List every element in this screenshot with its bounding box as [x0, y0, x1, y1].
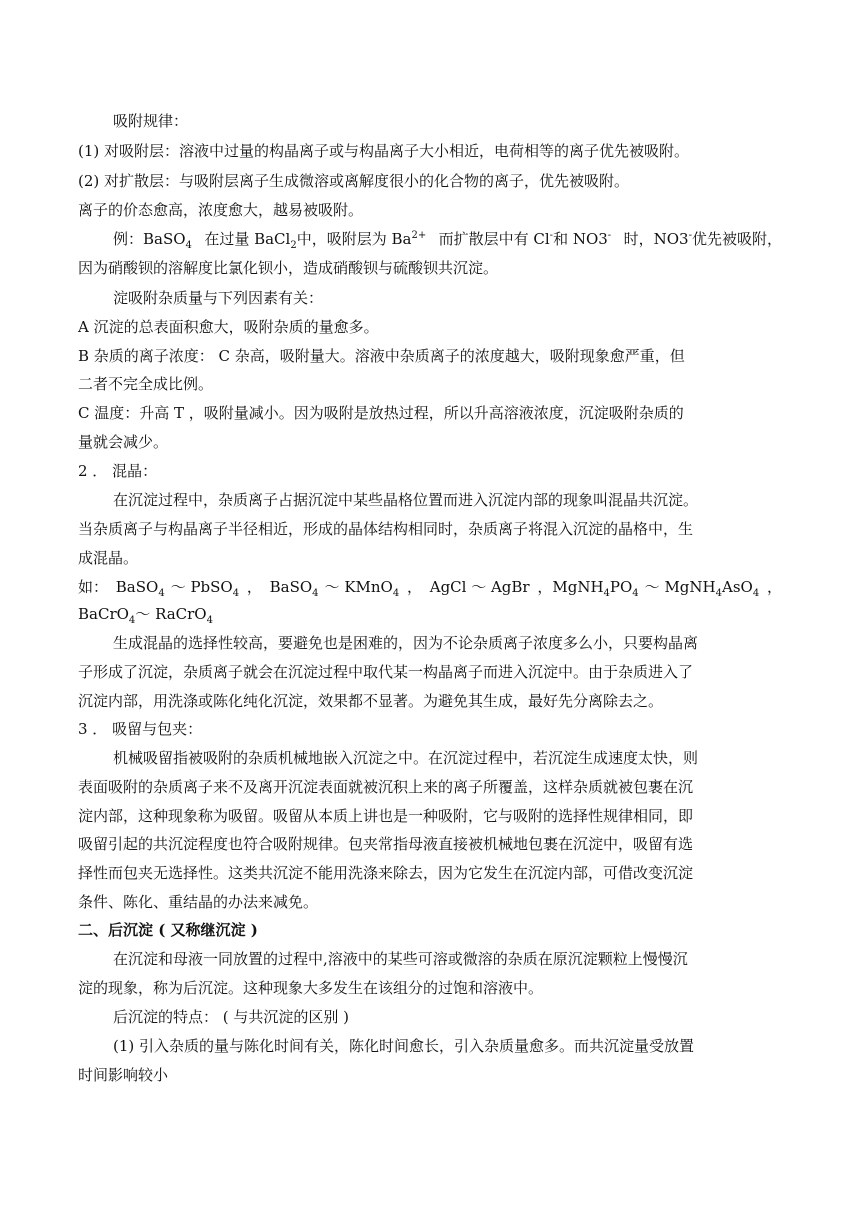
paragraph-line: 淀内部，这种现象称为吸留。吸留从本质上讲也是一种吸附，它与吸附的选择性规律相同，即 [78, 807, 694, 825]
paragraph-line: 吸留引起的共沉淀程度也符合吸附规律。包夹常指母液直接被机械地包裹在沉淀中，吸留有选 [78, 835, 694, 853]
separator: ， [406, 578, 422, 596]
example-label: 如： [78, 578, 109, 596]
list-item: B 杂质的离子浓度： C 杂高，吸附量大。溶液中杂质离子的浓度越大，吸附现象愈严重，但 [78, 347, 685, 365]
text-run: 例：BaSO$_4$ [113, 230, 192, 251]
separator: ， [246, 578, 262, 596]
paragraph-line: 离子的价态愈高，浓度愈大，越易被吸附。 [78, 201, 364, 219]
separator: ， [766, 578, 782, 596]
formula-pair: BaSO$_4$ ～ PbSO$_4$ [115, 578, 240, 599]
paragraph-line: 二者不完全成比例。 [78, 375, 214, 393]
paragraph-line: (2) 对扩散层：与吸附层离子生成微溶或离解度很小的化合物的离子，优先被吸附。 [78, 172, 630, 190]
text-run: 而扩散层中有 Cl-和 NO3- [438, 230, 612, 248]
list-item: A 沉淀的总表面积愈大，吸附杂质的量愈多。 [78, 318, 379, 336]
paragraph-line: 淀的现象，称为后沉淀。这种现象大多发生在该组分的过饱和溶液中。 [78, 979, 544, 997]
mixed-crystal-examples [78, 577, 782, 597]
paragraph-line: 子形成了沉淀，杂质离子就会在沉淀过程中取代某一构晶离子而进入沉淀中。由于杂质进入了 [78, 663, 694, 681]
text-run: 在过量 BaCl$_2$中，吸附层为 $Ba^{2+}$ [204, 230, 427, 251]
paragraph-line: 当杂质离子与构晶离子半径相近，形成的晶体结构相同时，杂质离子将混入沉淀的晶格中，生 [78, 520, 694, 538]
paragraph-line: 淀吸附杂质量与下列因素有关： [113, 289, 324, 307]
paragraph-line: 因为硝酸钡的溶解度比氯化钡小，造成硝酸钡与硫酸钡共沉淀。 [78, 259, 499, 277]
paragraph-line: 在沉淀过程中，杂质离子占据沉淀中某些晶格位置而进入沉淀内部的现象叫混晶共沉淀。 [113, 491, 699, 509]
paragraph-line: 量就会减少。 [78, 433, 169, 451]
paragraph-line: 条件、陈化、重结晶的办法来减免。 [78, 893, 319, 911]
formula-pair: BaSO$_4$ ～ KMnO$_4$ [269, 578, 400, 599]
section-heading: 2 ． 混晶： [78, 462, 158, 480]
formula-line: BaCrO$_4$～ RaCrO$_4$ [78, 605, 213, 626]
text-run: 时，NO3-优先被吸附， [623, 230, 782, 248]
example-line [113, 229, 782, 249]
paragraph-line: (1) 引入杂质的量与陈化时间有关，陈化时间愈长，引入杂质量愈多。而共沉淀量受放置 [113, 1037, 695, 1055]
section-heading: 3 ． 吸留与包夹： [78, 720, 203, 738]
paragraph-line: 后沉淀的特点： ( 与共沉淀的区别 ) [113, 1008, 350, 1026]
paragraph-line: 表面吸附的杂质离子来不及离开沉淀表面就被沉积上来的离子所覆盖，这样杂质就被包裹在沉 [78, 778, 694, 796]
paragraph-line: 成混晶。 [78, 549, 139, 567]
paragraph-line: 机械吸留指被吸附的杂质机械地嵌入沉淀之中。在沉淀过程中，若沉淀生成速度太快，则 [113, 749, 699, 767]
paragraph-line: 沉淀内部，用洗涤或陈化纯化沉淀，效果都不显著。为避免其生成，最好先分离除去之。 [78, 692, 664, 710]
paragraph-line: 生成混晶的选择性较高，要避免也是困难的，因为不论杂质离子浓度多么小，只要构晶离 [113, 634, 699, 652]
section-title: 二、后沉淀 ( 又称继沉淀 ) [78, 921, 258, 939]
paragraph-line: 时间影响较小 [78, 1066, 169, 1084]
formula-pair: ，$MgNH_4PO_4$ ～ MgNH$_4$AsO$_4$ [537, 578, 760, 599]
paragraph-line: 吸附规律： [113, 112, 189, 130]
formula-pair: AgCl ～ AgBr [429, 578, 530, 596]
list-item: C 温度：升高 T ，吸附量减小。因为吸附是放热过程，所以升高溶液浓度，沉淀吸附杂质的 [78, 404, 684, 422]
paragraph-line: (1) 对吸附层：溶液中过量的构晶离子或与构晶离子大小相近，电荷相等的离子优先被吸附。 [78, 142, 690, 160]
paragraph-line: 择性而包夹无选择性。这类共沉淀不能用洗涤来除去，因为它发生在沉淀内部，可借改变沉淀 [78, 864, 694, 882]
paragraph-line: 在沉淀和母液一同放置的过程中,溶液中的某些可溶或微溶的杂质在原沉淀颗粒上慢慢沉 [113, 950, 688, 968]
